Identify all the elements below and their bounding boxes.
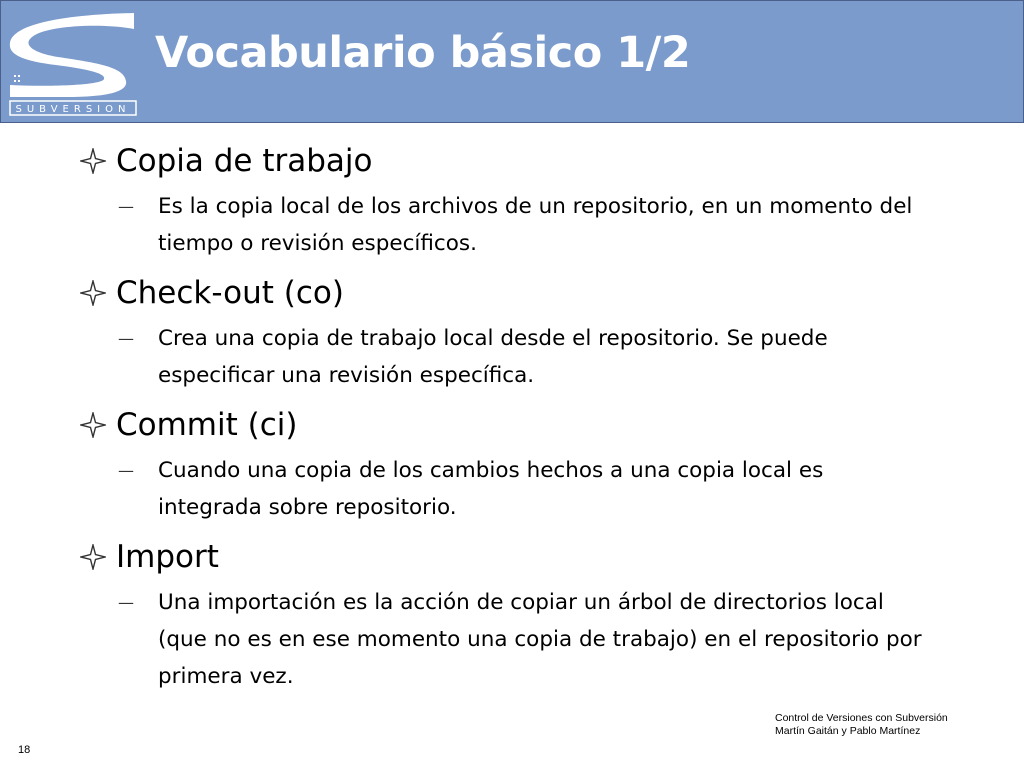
term-description: Es la copia local de los archivos de un repositorio, en un momento del tiempo o revisión específicos. bbox=[158, 194, 913, 256]
dash-bullet: — bbox=[118, 329, 134, 348]
list-item bbox=[78, 138, 938, 262]
vocabulary-list bbox=[78, 138, 938, 703]
term-label: Import bbox=[116, 539, 219, 575]
subversion-logo bbox=[6, 7, 138, 117]
term-label: Copia de trabajo bbox=[116, 143, 373, 179]
logo-wordmark: SUBVERSION bbox=[15, 104, 131, 115]
list-item bbox=[78, 534, 938, 695]
star-bullet-icon bbox=[78, 146, 108, 176]
term-label: Check-out (co) bbox=[116, 275, 344, 311]
footer-credit bbox=[775, 712, 948, 738]
list-item bbox=[78, 270, 938, 394]
dash-bullet: — bbox=[118, 593, 134, 612]
term-label: Commit (ci) bbox=[116, 407, 298, 443]
footer-credit-line2: Martín Gaitán y Pablo Martínez bbox=[775, 725, 921, 737]
star-bullet-icon bbox=[78, 278, 108, 308]
star-bullet-icon bbox=[78, 410, 108, 440]
list-item bbox=[78, 402, 938, 526]
dash-bullet: — bbox=[118, 197, 134, 216]
star-bullet-icon bbox=[78, 542, 108, 572]
term-description: Crea una copia de trabajo local desde el repositorio. Se puede especificar una revisión específica. bbox=[158, 326, 828, 388]
slide-title: Vocabulario básico 1/2 bbox=[155, 28, 691, 78]
dash-bullet: — bbox=[118, 461, 134, 480]
term-description: Cuando una copia de los cambios hechos a una copia local es integrada sobre repositorio. bbox=[158, 458, 824, 520]
page-number: 18 bbox=[18, 744, 31, 756]
slide-header bbox=[0, 0, 1024, 123]
term-description: Una importación es la acción de copiar un árbol de directorios local (que no es en ese momento una copia de trabajo) en el repositorio por primera vez. bbox=[158, 590, 922, 689]
subversion-logo-icon bbox=[6, 7, 138, 117]
footer-credit-line1: Control de Versiones con Subversión bbox=[775, 712, 948, 724]
